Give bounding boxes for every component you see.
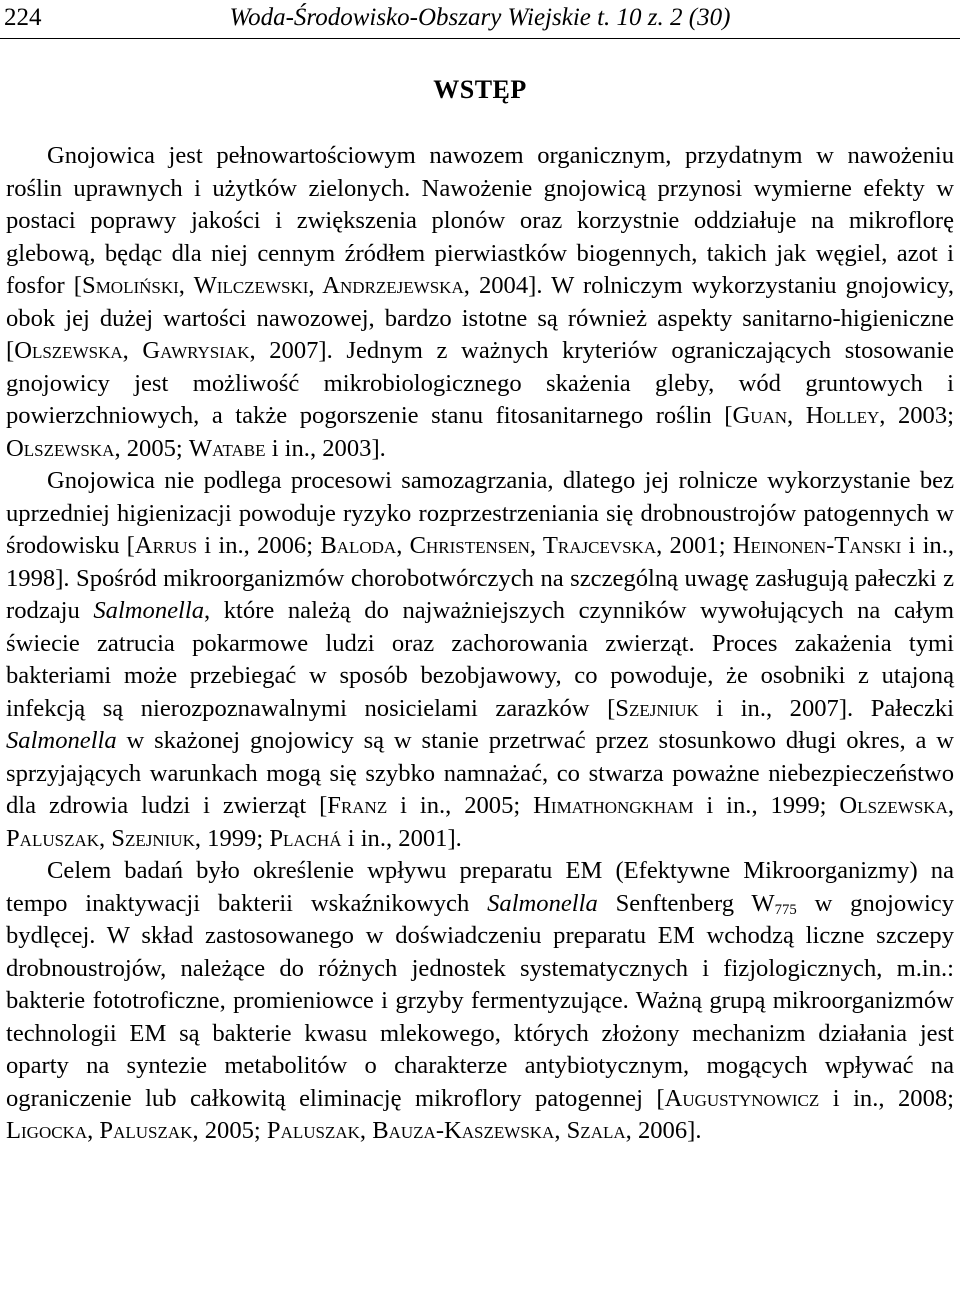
text-run: , 2004]. W rolniczym wykorzystaniu gnojowicy, obok jej dużej wartości nawozowej, bardzo istotne są również aspekty sanitarno-higieniczne [ bbox=[6, 272, 954, 364]
text-run: i in., 2007]. Pałeczki bbox=[698, 694, 954, 722]
citation-author: Arrus bbox=[134, 532, 198, 559]
citation-author: Franz bbox=[327, 792, 388, 819]
citation-author: Olszewska, Gawrysiak bbox=[14, 337, 250, 364]
text-run: i in., 2006; bbox=[197, 532, 321, 559]
citation-author: Smoliński, Wilczewski, Andrzejewska bbox=[82, 272, 464, 299]
page-number: 224 bbox=[4, 4, 42, 31]
text-run: i in., 2001]. bbox=[341, 824, 462, 852]
citation-author: Szejniuk bbox=[615, 694, 699, 722]
text-run: , 1999; bbox=[194, 824, 270, 852]
section-title: WSTĘP bbox=[433, 75, 527, 104]
page-header bbox=[0, 4, 960, 38]
citation-author: Heinonen-Tanski bbox=[732, 532, 902, 559]
text-run: i in., 1998]. Spośród mikroorganizmów chorobotwórczych na szczególną uwagę zasługują pałeczki z rodzaju bbox=[6, 532, 955, 624]
text-run: , 2005; bbox=[192, 1117, 267, 1144]
paragraph bbox=[6, 855, 954, 1148]
text-run: Gnojowica nie podlega procesowi samozagrzania, dlatego jej rolnicze wykorzystanie bez uprzedniej higienizacji powoduje ryzyko rozprzestrzeniania się drobnoustrojów patogennych w środowisku [ bbox=[6, 467, 954, 559]
citation-author: Guan, Holley bbox=[732, 402, 880, 429]
italic-term: Salmonella bbox=[6, 727, 117, 754]
text-run: i in., 2008; bbox=[819, 1084, 954, 1112]
text-run: Celem badań było określenie wpływu preparatu EM (Efektywne Mikroorganizmy) na tempo inaktywacji bakterii wskaźnikowych bbox=[6, 857, 954, 917]
text-run: , 2003; bbox=[879, 402, 954, 429]
citation-author: Ligocka, Paluszak bbox=[6, 1117, 193, 1144]
citation-author: Plachá bbox=[269, 824, 342, 852]
body-text bbox=[6, 140, 954, 1148]
text-run: w gnojowicy bydlęcej. W skład zastosowanego w doświadczeniu preparatu EM wchodzą liczne szczepy drobnoustrojów, należące do różnych jednostek systematycznych i fizjologicznych, m.in.: bakterie fototroficzne, promieniowce i grzyby fermentyzujące. Ważną grupą mikroorganizmów technologii EM są bakterie kwasu mlekowego, których złożony mechanizm działania jest oparty na syntezie metabolitów o charakterze antybiotycznym, mogących wpływać na ograniczenie lub całkowitą eliminację mikroflory patogennej [ bbox=[6, 889, 954, 1112]
citation-author: Himathongkham bbox=[533, 792, 694, 819]
citation-author: Olszewska, Paluszak, Szejniuk bbox=[6, 792, 954, 852]
text-run: w skażonej gnojowicy są w stanie przetrwać przez stosunkowo długi okres, a w sprzyjających warunkach mogą się szybko namnażać, co stwarza poważne niebezpieczeństwo dla zdrowia ludzi i zwierząt [ bbox=[6, 727, 954, 819]
italic-term: Salmonella bbox=[487, 889, 598, 917]
text-run: , 2005; bbox=[114, 434, 189, 462]
header-divider bbox=[0, 38, 960, 39]
citation-author: Baloda, Christensen, Trajcevska bbox=[320, 532, 657, 559]
text-run: , 2001; bbox=[656, 532, 733, 559]
text-run: , 2006]. bbox=[625, 1117, 702, 1144]
text-run: Senftenberg W bbox=[597, 889, 775, 917]
citation-author: Watabe bbox=[188, 434, 266, 462]
text-run: i in., 2005; bbox=[387, 792, 534, 819]
text-run: i in., 1999; bbox=[693, 792, 840, 819]
citation-author: Olszewska bbox=[6, 434, 115, 462]
italic-term: Salmonella bbox=[93, 597, 205, 624]
citation-author: Augustynowicz bbox=[664, 1084, 820, 1112]
running-title: Woda-Środowisko-Obszary Wiejskie t. 10 z. 2 (30) bbox=[229, 4, 731, 31]
text-run: , 2007]. Jednym z ważnych kryteriów ograniczających stosowanie gnojowicy jest możliwość mikrobiologicznego skażenia gleby, wód gruntowych i powierzchniowych, a także pogorszenie stanu fitosanitarnego roślin [ bbox=[6, 337, 954, 429]
text-run: , które należą do najważniejszych czynników wywołujących na całym świecie zatrucia pokarmowe ludzi oraz zachorowania zwierząt. Proces zakażenia tymi bakteriami może przebiegać w sposób bezobjawowy, co powoduje, że osobniki z utajoną infekcją są nierozpoznawalnymi nosicielami zarazków [ bbox=[6, 597, 954, 722]
paragraph bbox=[6, 140, 954, 465]
subscript: 775 bbox=[774, 901, 797, 918]
citation-author: Paluszak, Bauza-Kaszewska, Szala bbox=[266, 1117, 626, 1144]
paragraph bbox=[6, 465, 954, 855]
text-run: i in., 2003]. bbox=[265, 434, 386, 462]
text-run: Gnojowica jest pełnowartościowym nawozem organicznym, przydatnym w nawożeniu roślin uprawnych i użytków zielonych. Nawożenie gnojowicą przynosi wymierne efekty w postaci poprawy jakości i zwiększenia plonów oraz korzystnie oddziałuje na mikroflorę glebową, będąc dla niej cennym źródłem pierwiastków biogennych, takich jak węgiel, azot i fosfor [ bbox=[6, 142, 954, 299]
